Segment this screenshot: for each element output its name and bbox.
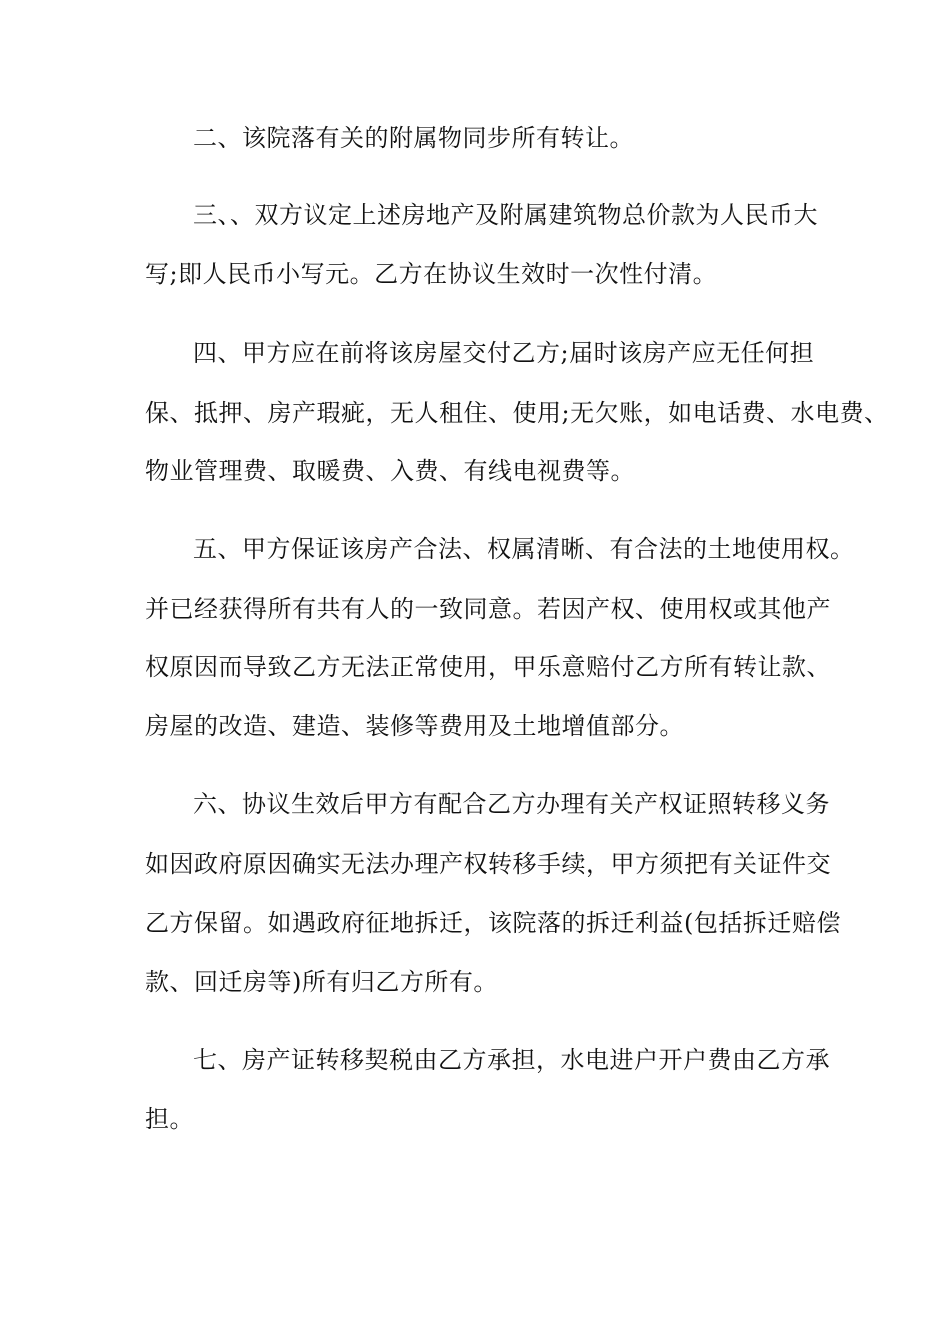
clause-5-line-3: 权原因而导致乙方无法正常使用，甲乐意赔付乙方所有转让款、	[145, 653, 831, 681]
clause-6-line-1: 六、协议生效后甲方有配合乙方办理有关产权证照转移义务	[193, 790, 830, 818]
clause-3-line-2: 写;即人民币小写元。乙方在协议生效时一次性付清。	[145, 260, 718, 288]
clause-4-line-3: 物业管理费、取暖费、入费、有线电视费等。	[145, 457, 635, 485]
clause-4-line-1: 四、甲方应在前将该房屋交付乙方;届时该房产应无任何担	[193, 339, 815, 367]
clause-7-line-1: 七、房产证转移契税由乙方承担，水电进户开户费由乙方承	[193, 1046, 830, 1074]
clause-5-line-2: 并已经获得所有共有人的一致同意。若因产权、使用权或其他产	[145, 595, 831, 623]
clause-6-line-3: 乙方保留。如遇政府征地拆迁，该院落的拆迁利益(包括拆迁赔偿	[145, 909, 841, 937]
clause-4-line-2: 保、抵押、房产瑕疵，无人租住、使用;无欠账，如电话费、水电费、	[145, 399, 889, 427]
clause-5-line-4: 房屋的改造、建造、装修等费用及土地增值部分。	[145, 712, 684, 740]
clause-6-line-4: 款、回迁房等)所有归乙方所有。	[145, 968, 498, 996]
clause-5-line-1: 五、甲方保证该房产合法、权属清晰、有合法的土地使用权。	[193, 535, 855, 563]
clause-2-line-1: 二、该院落有关的附属物同步所有转让。	[193, 124, 634, 152]
clause-3-line-1: 三、、双方议定上述房地产及附属建筑物总价款为人民币大	[193, 201, 818, 229]
clause-7-line-2: 担。	[145, 1105, 194, 1133]
clause-6-line-2: 如因政府原因确实无法办理产权转移手续，甲方须把有关证件交	[145, 850, 831, 878]
